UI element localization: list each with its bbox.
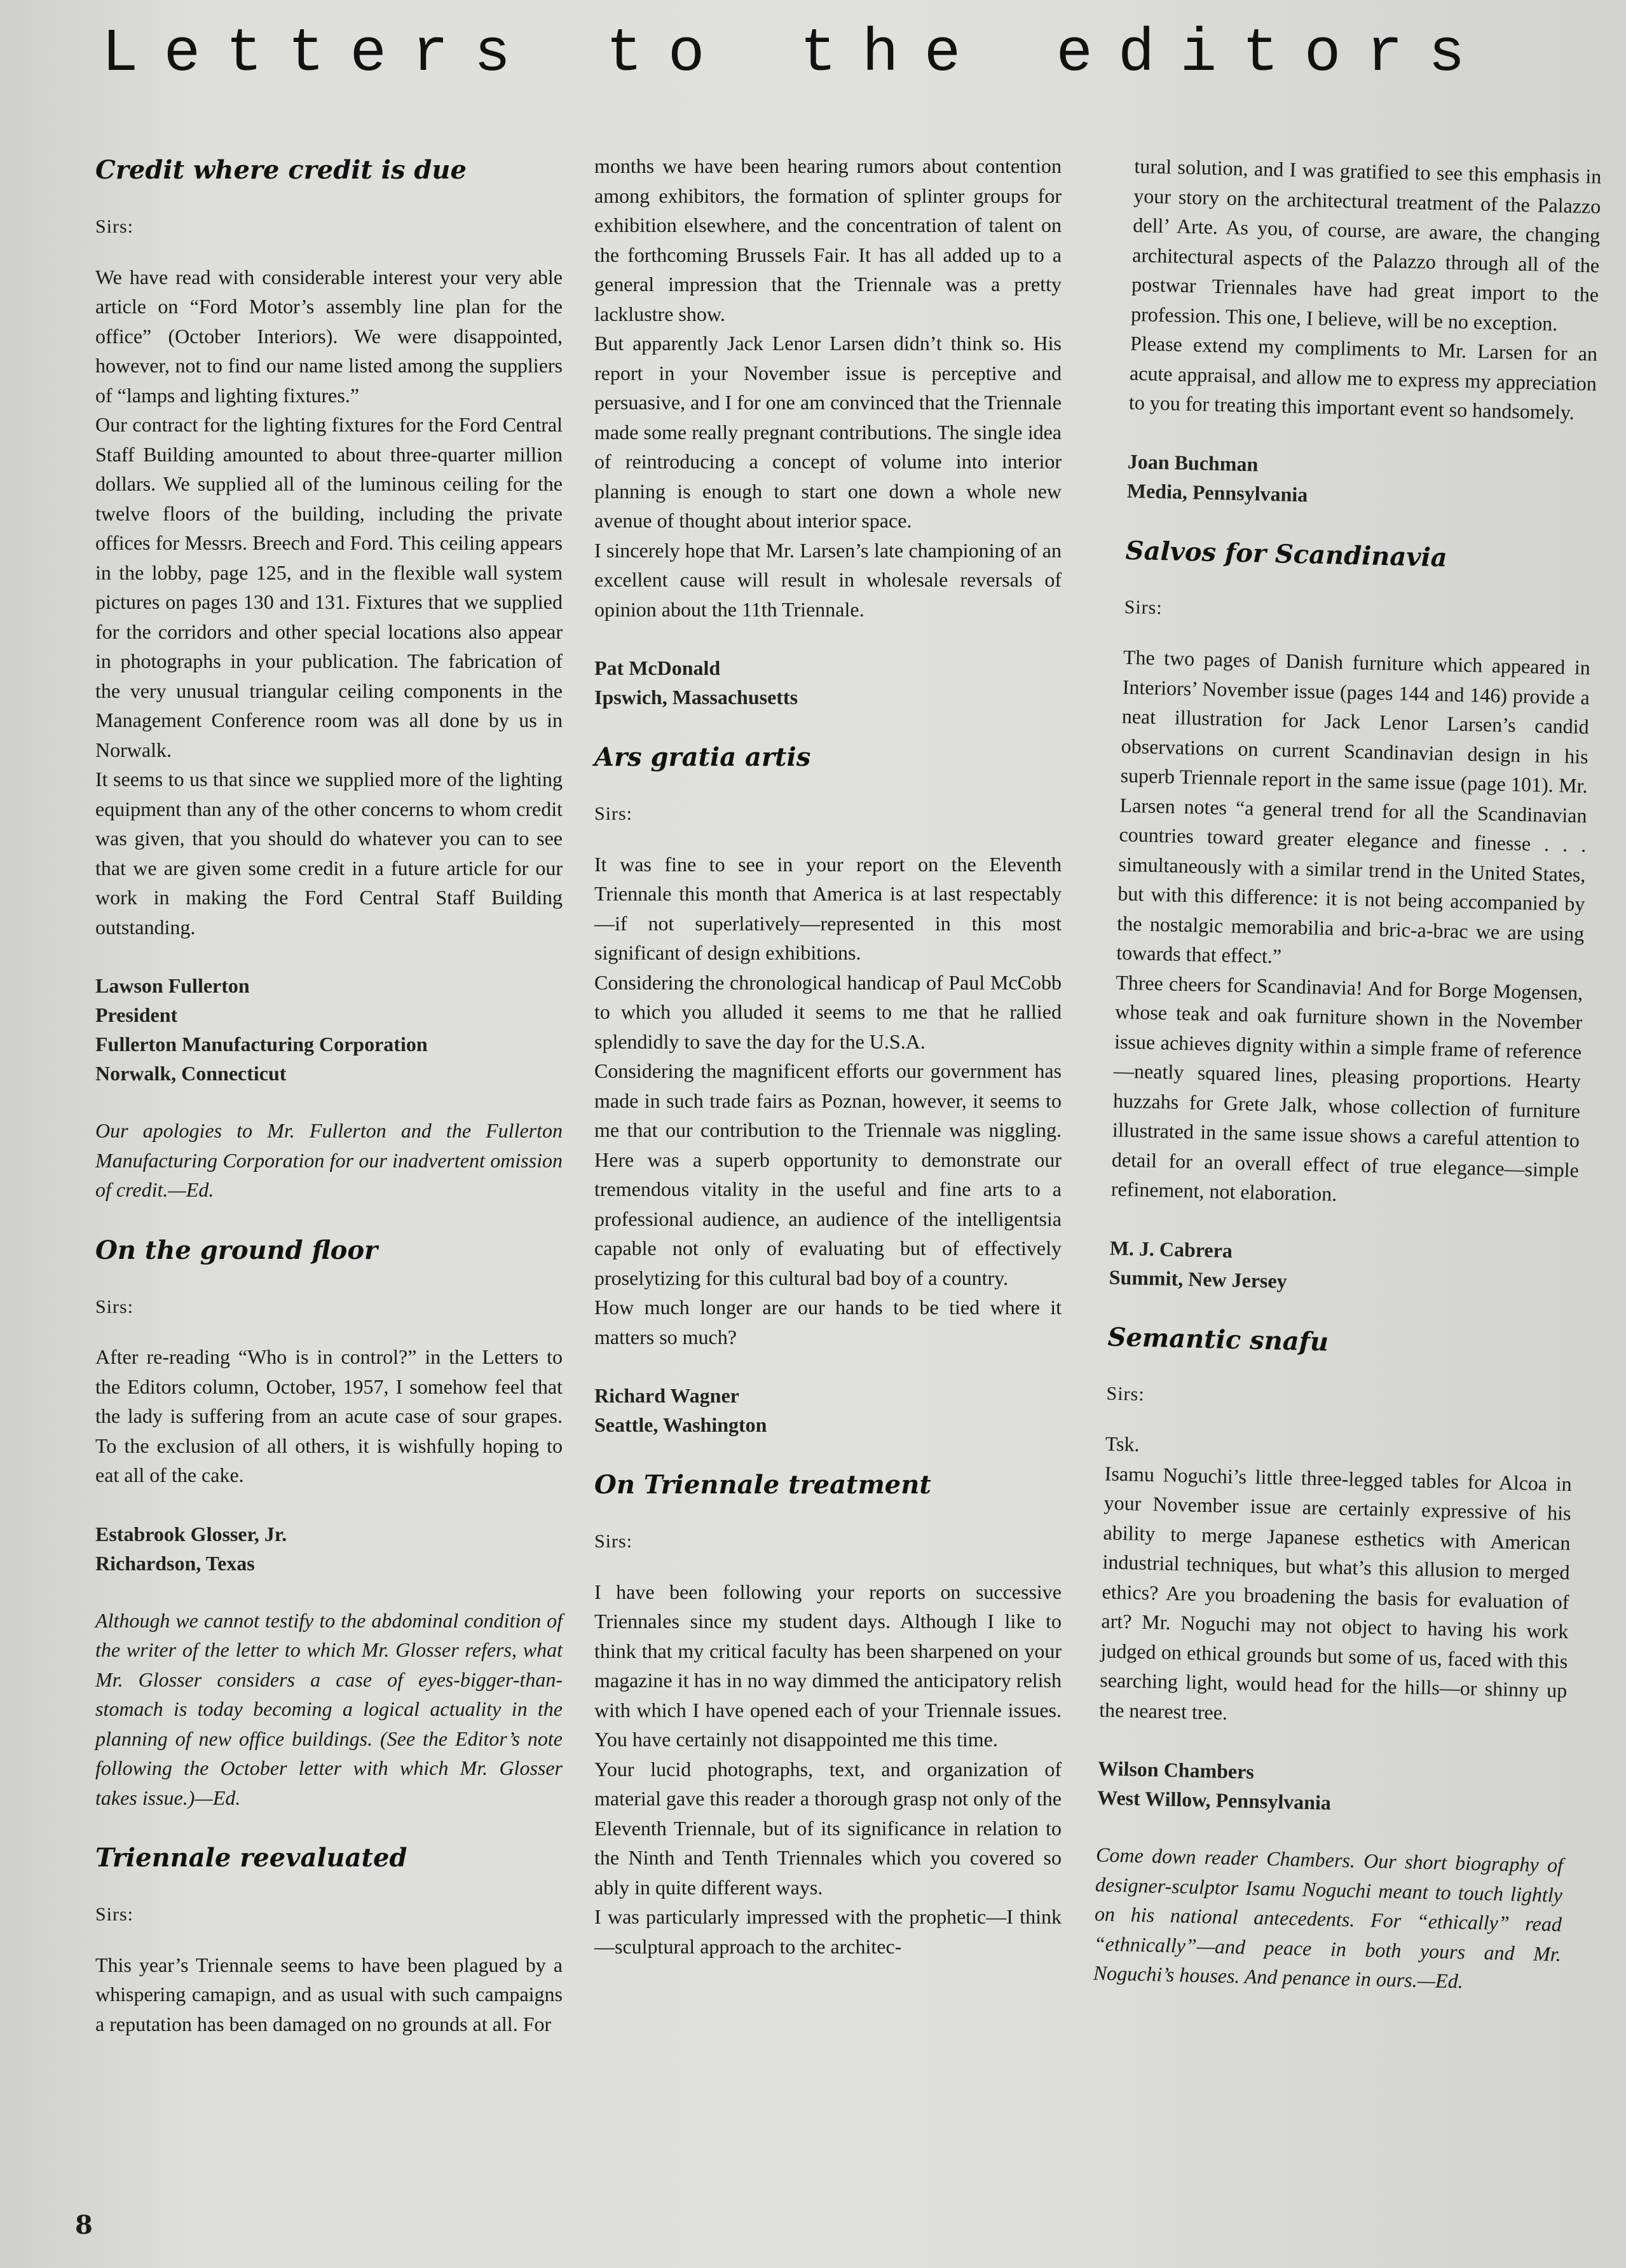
salutation: Sirs: <box>95 1296 134 1317</box>
signature-line: Estabrook Glosser, Jr. <box>95 1522 287 1545</box>
letter <box>1093 1319 1575 1998</box>
signature-line: Summit, New Jersey <box>1109 1265 1288 1293</box>
letter-paragraph: months we have been hearing rumors about contention among exhibitors, the formation of splinter groups for exhibition elsewhere, and the concentration of talent on the forthcoming Brussels Fair. It has all added up to a general impression that the Triennale was a pretty lacklustre show. <box>594 154 1062 325</box>
letter-paragraph: Please extend my compliments to Mr. Larsen for an acute appraisal, and allow me to express my appreciation to you for treating this important event so handsomely. <box>1128 331 1598 424</box>
signature-line: Richard Wagner <box>594 1384 739 1407</box>
salutation: Sirs: <box>594 803 633 824</box>
salutation: Sirs: <box>1124 596 1163 618</box>
masthead-word: editors <box>1056 19 1491 88</box>
letter-paragraph: After re-reading “Who is in control?” in the Letters to the Editors column, October, 1957, I somehow feel that the lady is suffering from an acute case of sour grapes. To the exclusion of all others, it is wishfully hoping to eat all of the cake. <box>95 1345 563 1486</box>
signature-line: Norwalk, Connecticut <box>95 1062 287 1085</box>
letter-paragraph: Considering the magnificent efforts our government has made in such trade fairs as Poznan, however, it seems to me that our contribution to the Triennale was niggling. Here was a superb opportunity to demonstrate our tremendous vitality in the useful and fine arts to a professional audience, an audience of the intelligentsia capable not only of evaluating but of effectively proselytizing for this cultural bad boy of a country. <box>594 1059 1062 1289</box>
signature-line: President <box>95 1003 178 1026</box>
letter-paragraph: Considering the chronological handicap of Paul McCobb to which you alluded it seems to me that he rallied splendidly to save the day for the U.S.A. <box>594 970 1062 1053</box>
page-number: 8 <box>75 2210 93 2240</box>
signature-line: Media, Pennsylvania <box>1126 479 1308 506</box>
masthead-word: to <box>606 19 730 88</box>
signature <box>1109 1233 1577 1302</box>
salutation: Sirs: <box>594 1531 633 1552</box>
salutation: Sirs: <box>1106 1383 1145 1405</box>
editor-note: Our apologies to Mr. Fullerton and the Fullerton Manufacturing Corporation for our inadvertent omission of credit.—Ed. <box>95 1119 563 1201</box>
column-1 <box>95 153 563 2067</box>
letter-paragraph: I was particularly impressed with the prophetic—I think—sculptural approach to the architec- <box>594 1905 1062 1958</box>
letter <box>95 1233 563 1813</box>
signature-line: Wilson Chambers <box>1097 1756 1255 1783</box>
signature-line: Pat McDonald <box>594 656 721 679</box>
letter-heading: Credit where credit is due <box>95 155 467 185</box>
letter-paragraph: It was fine to see in your report on the Eleventh Triennale this month that America is at last respectably—if not superlatively—represented in this most significant of design exhibitions. <box>594 852 1062 964</box>
signature <box>1097 1753 1566 1823</box>
signature-line: Ipswich, Massachusetts <box>594 686 798 709</box>
letter-paragraph: Your lucid photographs, text, and organization of material gave this reader a thorough grasp not only of the Eleventh Triennale, but of its significance in relation to the Ninth and Tenth Triennales which you covered so ably in quite different ways. <box>594 1757 1062 1899</box>
letter-heading: Salvos for Scandinavia <box>1125 535 1448 573</box>
letter <box>594 1467 1062 1961</box>
signature <box>95 971 563 1088</box>
letter-paragraph: It seems to us that since we supplied more of the lighting equipment than any of the other concerns to whom credit was given, that you should do whatever you can to see that we are given some credit in a future article for our work in making the Ford Central Staff Building outstanding. <box>95 768 563 939</box>
signature-line: Lawson Fullerton <box>95 974 250 997</box>
letter-paragraph: Tsk. <box>1105 1432 1140 1456</box>
letter-heading: Semantic snafu <box>1107 1322 1329 1357</box>
letter-paragraph: Isamu Noguchi’s little three-legged tables for Alcoa in your November issue are certainly expressive of his ability to merge Japanese esthetics with American industrial techniques, but what’s this allusion to merged ethics? Are you broadening the basis for evaluation of art? Mr. Noguchi may not object to having his work judged on ethical grounds but some of us, faced with this searching light, would head for the hills—or shinny up the nearest tree. <box>1098 1461 1573 1724</box>
letter <box>95 153 563 1205</box>
letter-heading: On the ground floor <box>95 1235 378 1265</box>
letter <box>95 1840 563 2039</box>
letter-paragraph: This year’s Triennale seems to have been plagued by a whispering camapign, and as usual with such campaigns a reputation has been damaged on no grounds at all. For <box>95 1953 563 2035</box>
signature-line: West Willow, Pennsylvania <box>1097 1786 1332 1814</box>
signature-line: Seattle, Washington <box>594 1413 767 1436</box>
letter-paragraph: I have been following your reports on successive Triennales since my student days. Although I like to think that my critical faculty has been sharpened on your magazine it has in no way dimmed the anticipatory relish with which I have opened each of your Triennale issues. You have certainly not disappointed me this time. <box>594 1580 1062 1751</box>
masthead-word: Letters <box>102 19 536 88</box>
letter <box>594 151 1062 712</box>
signature-line: M. J. Cabrera <box>1109 1236 1233 1262</box>
signature <box>1126 446 1595 515</box>
letter-paragraph: Our contract for the lighting fixtures for the Ford Central Staff Building amounted to about three-quarter million dollars. We supplied all of the luminous ceiling for the twelve floors of the building, including the private offices for Messrs. Breech and Ford. This ceiling appears in the lobby, page 125, and in the flexible wall system pictures on pages 130 and 131. Fixtures that we supplied for the corridors and other special locations also appear in photographs in your publication. The fabrication of the very unusual triangular ceiling components in the Management Conference room was all done by us in Norwalk. <box>95 413 563 761</box>
column-3 <box>1092 151 1601 2026</box>
letter-paragraph: I sincerely hope that Mr. Larsen’s late championing of an excellent cause will result in wholesale reversals of opinion about the 11th Triennale. <box>594 538 1062 621</box>
masthead-word: the <box>800 19 987 88</box>
letter-heading: On Triennale treatment <box>594 1470 931 1500</box>
letter-heading: Ars gratia artis <box>594 742 811 772</box>
signature <box>594 1381 1062 1439</box>
letter <box>1126 151 1601 515</box>
editor-note: Come down reader Chambers. Our short biography of designer-sculptor Isamu Noguchi meant to touch lightly on his national antecedents. For “ethically” read “ethnically”—and peace in both yours and Mr. Noguchi’s houses. And penance in ours.—Ed. <box>1093 1843 1564 1993</box>
letter-paragraph: The two pages of Danish furniture which appeared in Interiors’ November issue (pages 144 and 146) provide a neat illustration for Jack Lenor Larsen’s candid observations on current Scandinavian design in his superb Triennale report in the same issue (page 101). Mr. Larsen notes “a general trend for all the Scandinavian countries toward greater elegance and finesse . . . simultaneously with a similar trend in the United States, but with this difference: it is not being accompanied by the nostalgic memorabilia and bric-a-brac we are using towards that effect.” <box>1116 645 1591 968</box>
letter-paragraph: How much longer are our hands to be tied where it matters so much? <box>594 1296 1062 1348</box>
signature <box>95 1519 563 1578</box>
salutation: Sirs: <box>95 216 134 237</box>
letter-paragraph: tural solution, and I was gratified to see this emphasis in your story on the architectural treatment of the Palazzo dell’ Arte. As you, of course, are aware, the changing architectural aspects of the Palazzo through all of the postwar Triennales have had great import to the profession. This one, I believe, will be no exception. <box>1130 154 1602 335</box>
column-2 <box>594 151 1062 1989</box>
signature-line: Joan Buchman <box>1127 449 1259 476</box>
letter-paragraph: We have read with considerable interest your very able article on “Ford Motor’s assembly line plan for the office” (October Interiors). We were disappointed, however, not to find our name listed among the suppliers of “lamps and lighting fixtures.” <box>95 265 563 407</box>
letter-paragraph: But apparently Jack Lenor Larsen didn’t think so. His report in your November issue is perceptive and persuasive, and I for one am convinced that the Triennale made some really pregnant contributions. The single idea of reintroducing a concept of volume into interior planning is enough to start one down a whole new avenue of thought about interior space. <box>594 332 1062 532</box>
letter-paragraph: Three cheers for Scandinavia! And for Borge Mogensen, whose teak and oak furniture shown in the November issue achieves dignity within a simple frame of reference—neatly squared lines, pleasing proportions. Hearty huzzahs for Grete Jalk, whose collection of furniture illustrated in the same issue shows a careful attention to detail for an overall effect of true elegance—simple refinement, not elaboration. <box>1110 970 1583 1205</box>
letter <box>594 740 1062 1439</box>
salutation: Sirs: <box>95 1904 134 1925</box>
masthead-title <box>102 19 1564 89</box>
letter-heading: Triennale reevaluated <box>95 1843 407 1873</box>
signature-line: Fullerton Manufacturing Corporation <box>95 1033 428 1056</box>
signature-line: Richardson, Texas <box>95 1551 255 1575</box>
signature <box>594 653 1062 712</box>
editor-note: Although we cannot testify to the abdominal condition of the writer of the letter to which Mr. Glosser refers, what Mr. Glosser considers a case of eyes-bigger-than-stomach is today becoming a logical actuality in the planning of new office buildings. (See the Editor’s note following the October letter with which Mr. Glosser takes issue.)—Ed. <box>95 1608 563 1809</box>
letter <box>1109 533 1593 1301</box>
